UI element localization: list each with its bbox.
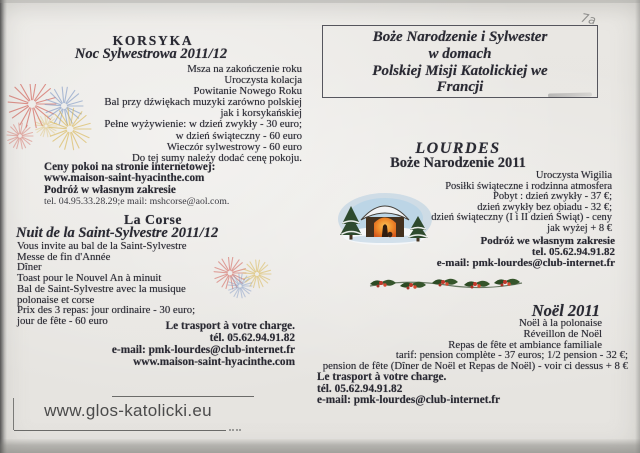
lourdes-subheading: Boże Narodzenie 2011 — [390, 155, 526, 171]
text-line: Vous invite au bal de la Saint-Sylvestre — [17, 240, 187, 252]
la-corse-details — [17, 241, 195, 327]
text-line: Podróż we własnym zakresie — [480, 235, 615, 247]
text-line: polonaise et corse — [17, 293, 95, 306]
korsyka-details — [30, 64, 302, 164]
scan-edge-right — [635, 0, 640, 453]
phone-number: tél. 05.62.94.91.82 — [317, 382, 403, 395]
scan-edge-bottom — [0, 439, 640, 453]
footer-rule-top — [112, 396, 254, 397]
text-line: Podróż w własnym zakresie — [44, 183, 176, 196]
text-line: Wieczór sylwestrowy - 60 euro — [166, 140, 302, 153]
text-line: pension de fête (Dîner de Noël et Repas de Noël) - voir ci dessus + 8 € — [322, 360, 628, 372]
footer-rule-left — [13, 398, 14, 430]
title-line: Boże Narodzenie i Sylwester — [372, 29, 548, 45]
lourdes-details — [330, 171, 612, 234]
title-line: w domach — [428, 45, 492, 62]
website-url: www.maison-saint-hyacinthe.com — [133, 355, 295, 368]
footer-rule-bottom — [14, 430, 226, 431]
scan-edge-top — [0, 0, 640, 3]
text-line: Ceny pokoi na stronie internetowej: — [44, 161, 216, 173]
text-line: Uroczysta kolacja — [224, 74, 302, 87]
la-corse-subheading: Nuit de la Saint-Sylvestre 2011/12 — [16, 225, 219, 241]
noel-details — [330, 318, 602, 350]
title-line: Polskiej Misji Katolickiej we — [372, 62, 548, 79]
text-line: jak wyżej + 8 € — [547, 222, 612, 234]
korsyka-info-block — [44, 162, 215, 196]
lourdes-heading: LOURDES — [415, 140, 501, 157]
text-line: Réveillon de Noël — [523, 327, 602, 340]
scan-edge-left — [0, 0, 7, 453]
text-line: w dzień świąteczny - 60 euro — [175, 129, 302, 142]
text-line: Bal przy dźwiękach muzyki zarówno polskiej — [104, 96, 302, 109]
text-line: Do tej sumy należy dodać cenę pokoju. — [132, 151, 302, 164]
la-corse-heading: La Corse — [123, 212, 183, 227]
text-line: Noël à la polonaise — [518, 317, 602, 329]
text-line: Bal de Saint-Sylvestre avec la musique — [17, 282, 186, 295]
text-line: jak i korsykańskiej — [220, 107, 302, 120]
text-line: Prix des 3 repas: jour ordinaire - 30 euro; — [17, 304, 196, 317]
phone-number: tel. 05.62.94.91.82 — [531, 246, 615, 259]
noel-heading: Noël 2011 — [531, 301, 600, 320]
website-url: www.maison-saint-hyacinthe.com — [44, 172, 205, 185]
noel-tarif-block — [314, 350, 628, 372]
lourdes-contact-block — [330, 236, 615, 270]
footer-website-url: www.glos-katolicki.eu — [44, 401, 212, 420]
email-address: e-mail: pmk-lourdes@club-internet.fr — [317, 394, 501, 407]
text-line: Le trasport à votre charge. — [317, 371, 447, 383]
text-line: Posiłki świąteczne i rodzinna atmosfera — [445, 180, 612, 192]
title-line: Francji — [436, 79, 484, 96]
text-line: Pełne wyżywienie: w dzień zwykły - 30 euro; — [104, 118, 302, 131]
text-line: Dîner — [17, 261, 42, 274]
phone-number: tél. 05.62.94.91.82 — [209, 331, 295, 344]
text-line: Toast pour le Nouvel An à minuit — [17, 272, 162, 285]
email-address: e-mail: pmk-lourdes@club-internet.fr — [111, 343, 295, 356]
noel-transport-block — [317, 372, 500, 407]
korsyka-heading: KORSYKA — [112, 33, 194, 48]
text-line: Le trasport à votre charge. — [165, 320, 295, 332]
korsyka-contact-line: tel. 04.95.33.28.29;e mail: mshcorse@aol.com. — [44, 196, 230, 207]
la-corse-transport-block — [55, 321, 295, 369]
text-line: Uroczysta Wigilia — [535, 170, 612, 181]
email-address: e-mail: pmk-lourdes@club-internet.fr — [436, 257, 615, 270]
text-line: jour de fête - 60 euro — [17, 314, 108, 327]
text-line: dzień świąteczny (I i II dzień Świąt) - ceny — [431, 212, 612, 223]
fireworks-graphic-small — [204, 257, 276, 303]
text-line: Msza na zakończenie roku — [187, 63, 302, 75]
text-line: Powitanie Nowego Roku — [193, 85, 302, 98]
handwritten-pencil-note: 7a — [579, 10, 598, 28]
text-line: tarif: pension complète - 37 euros; 1/2 pension - 32 €; — [395, 349, 628, 361]
scan-artifact-dots — [229, 429, 241, 433]
text-line: Pobyt : dzień zwykły - 37 €; — [493, 191, 612, 202]
main-title-box — [322, 25, 598, 98]
text-line: dzień zwykły bez obiadu - 32 €; — [477, 201, 612, 213]
holly-garland-divider — [368, 274, 524, 294]
text-line: Repas de fête et ambiance familiale — [448, 338, 602, 351]
text-line: Messe de fin d'Année — [17, 250, 111, 263]
korsyka-subheading: Noc Sylwestrowa 2011/12 — [74, 46, 228, 62]
